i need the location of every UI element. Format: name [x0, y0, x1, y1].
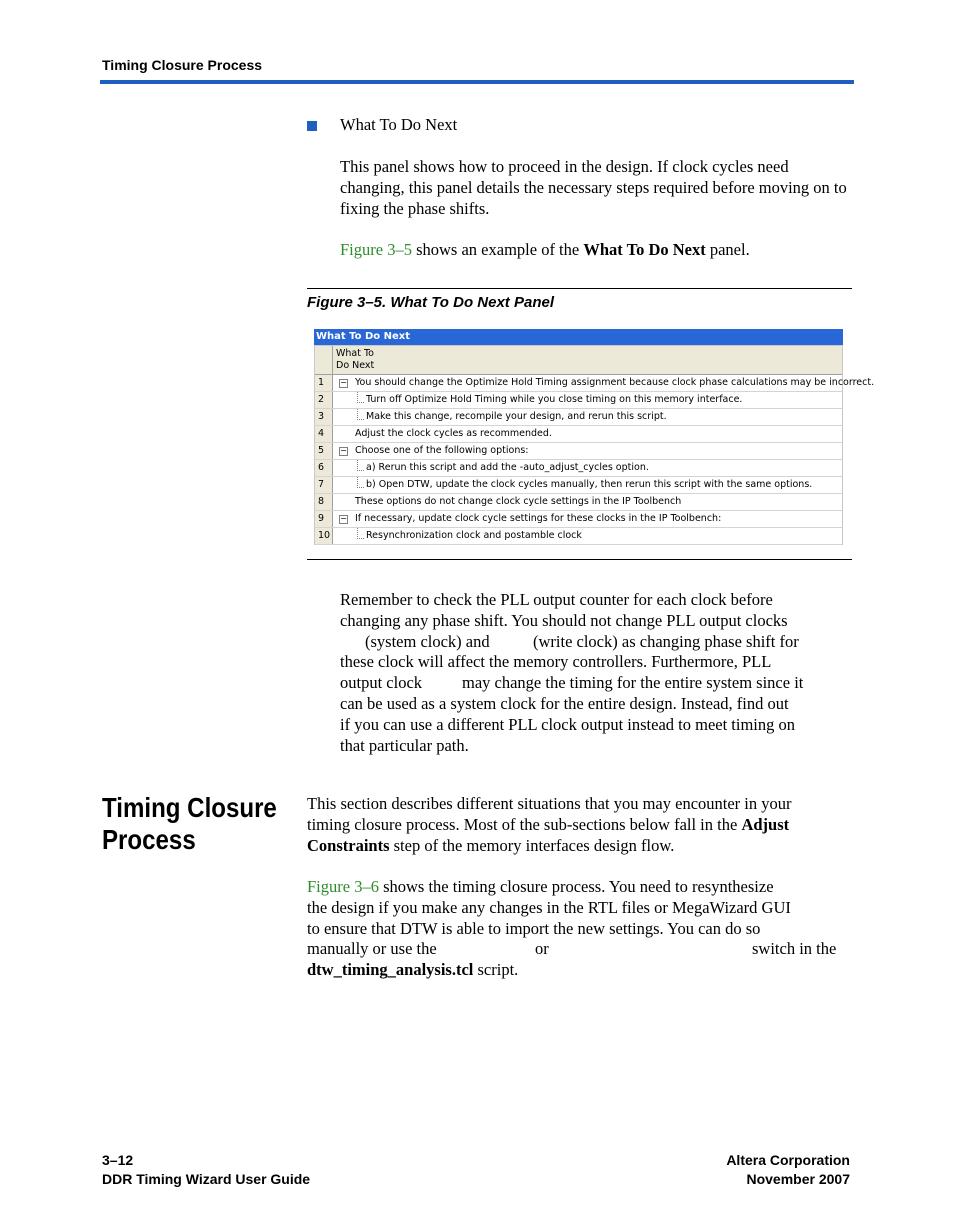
figure-link[interactable]: Figure 3–5	[340, 240, 412, 259]
square-bullet-icon	[307, 121, 317, 131]
footer-right	[726, 1151, 850, 1189]
panel-grid	[314, 345, 875, 545]
table-row[interactable]: 1 − You should change the Optimize Hold Timing assignment because clock phase calculations may be incorrect.	[315, 375, 842, 392]
bullet-label: What To Do Next	[340, 115, 458, 134]
timing-process-paragraph: Figure 3–6 shows the timing closure process. You need to resynthesize the design if you make any changes in the RTL files or MegaWizard GUI to ensure that DTW is able to import the new settings. You can do so manually or use the or switch in the dtw_timing_analysis.tcl script.	[307, 877, 837, 980]
collapse-icon[interactable]: −	[340, 514, 347, 523]
publication-date: November 2007	[746, 1171, 850, 1187]
figure-reference-paragraph: Figure 3–5 shows an example of the What To Do Next panel.	[340, 240, 750, 259]
figure-link[interactable]: Figure 3–6	[307, 877, 379, 896]
table-row[interactable]: 10 Resynchronization clock and postamble clock	[315, 528, 842, 545]
tree-branch-icon	[357, 477, 364, 488]
table-row[interactable]: 6 a) Rerun this script and add the -auto_adjust_cycles option.	[315, 460, 842, 477]
header-rule	[100, 80, 854, 84]
figure-top-rule	[307, 288, 852, 289]
row-number-header	[315, 346, 333, 375]
footer-left	[102, 1151, 310, 1189]
panel-title-bar: What To Do Next	[314, 329, 843, 345]
table-row[interactable]: 7 b) Open DTW, update the clock cycles manually, then rerun this script with the same options.	[315, 477, 842, 494]
table-row[interactable]: 5 − Choose one of the following options:	[315, 443, 842, 460]
table-row[interactable]: 8 These options do not change clock cycle settings in the IP Toolbench	[315, 494, 842, 511]
tree-branch-icon	[357, 528, 364, 539]
collapse-icon[interactable]: −	[340, 446, 347, 455]
tree-branch-icon	[357, 409, 364, 420]
section-intro-paragraph: This section describes different situations that you may encounter in your timing closure process. Most of the sub-sections below fall in the Adjust Constraints step of the memory interfaces design flow.	[307, 794, 792, 855]
collapse-icon[interactable]: −	[340, 378, 347, 387]
what-to-do-next-panel	[314, 329, 875, 545]
page-number: 3–12	[102, 1152, 134, 1168]
column-header[interactable]: What To Do Next	[333, 346, 842, 375]
pll-counter-paragraph: Remember to check the PLL output counter for each clock before changing any phase shift. You should not change PLL output clocks (system clock) and (write clock) as changing phase shift for these clock will affect the memory controllers. Furthermore, PLL output clock may change the timing for the entire system since it can be used as a system clock for the entire design. Instead, find out if you can use a different PLL clock output instead to meet timing on that particular path.	[340, 590, 804, 755]
table-row[interactable]: 2 Turn off Optimize Hold Timing while you close timing on this memory interface.	[315, 392, 842, 409]
table-row[interactable]: 3 Make this change, recompile your design, and rerun this script.	[315, 409, 842, 426]
running-header: Timing Closure Process	[102, 57, 263, 73]
tree-branch-icon	[357, 392, 364, 403]
company-name: Altera Corporation	[726, 1152, 850, 1168]
tree-branch-icon	[357, 460, 364, 471]
table-row[interactable]: 4 Adjust the clock cycles as recommended.	[315, 426, 842, 443]
figure-caption: Figure 3–5. What To Do Next Panel	[307, 294, 554, 311]
guide-title: DDR Timing Wizard User Guide	[102, 1171, 311, 1187]
figure-bottom-rule	[307, 559, 852, 560]
section-heading: Timing Closure Process	[102, 792, 277, 855]
panel-description: This panel shows how to proceed in the design. If clock cycles need changing, this panel details the necessary steps required before moving on to fixing the phase shifts.	[340, 157, 847, 218]
table-row[interactable]: 9 − If necessary, update clock cycle settings for these clocks in the IP Toolbench:	[315, 511, 842, 528]
